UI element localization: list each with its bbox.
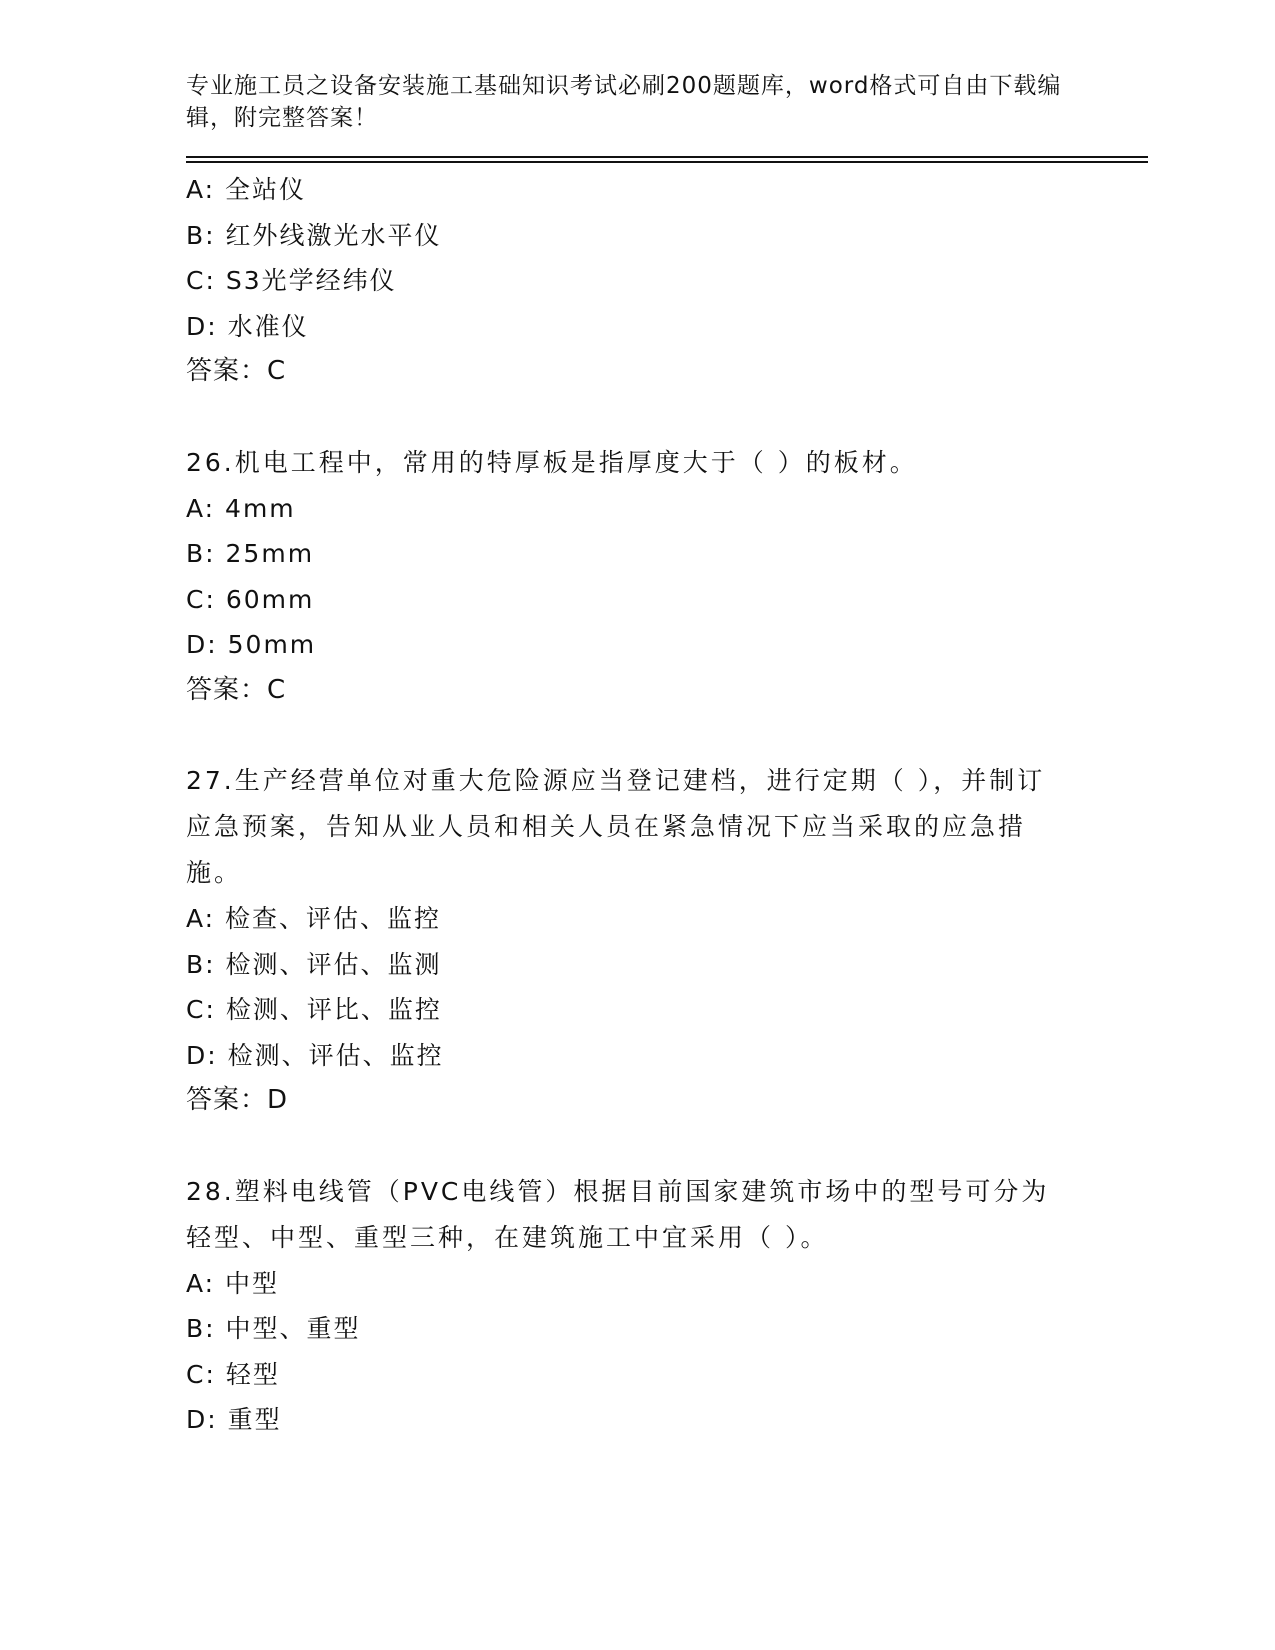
- option-c: C: 轻型: [186, 1359, 280, 1389]
- answer-line: 答案：C: [186, 356, 287, 386]
- divider-line: [186, 156, 1148, 158]
- option-d: D: 50mm: [186, 630, 317, 659]
- answer-line: 答案：C: [186, 674, 287, 705]
- option-b: B: 25mm: [186, 539, 315, 568]
- option-d: D: 重型: [186, 1405, 282, 1434]
- question-stem: 28.塑料电线管（PVC电线管）根据目前国家建筑市场中的型号可分为轻型、中型、重型三种，在建筑施工中宜采用（ ）。: [186, 1176, 1050, 1252]
- option-b: B: 中型、重型: [186, 1314, 361, 1343]
- option-c: C: 60mm: [186, 584, 315, 614]
- question-block-26: [186, 440, 1148, 714]
- document-page: [186, 70, 1148, 1443]
- option-c: C: S3光学经纬仪: [186, 266, 397, 295]
- question-block-25-continued: [186, 167, 1148, 395]
- option-c: C: 检测、评比、监控: [186, 995, 442, 1024]
- option-d: D: 水准仪: [186, 311, 309, 341]
- question-block-27: [186, 758, 1148, 1124]
- option-a: A: 检查、评估、监控: [186, 904, 442, 933]
- header-divider: [186, 156, 1148, 163]
- answer-line: 答案：D: [186, 1085, 289, 1115]
- question-block-28: [186, 1169, 1148, 1443]
- option-a: A: 全站仪: [186, 175, 307, 204]
- option-a: A: 4mm: [186, 493, 296, 523]
- document-header: 专业施工员之设备安装施工基础知识考试必刷200题题库，word格式可自由下载编辑，附完整答案！: [186, 73, 1062, 131]
- option-a: A: 中型: [186, 1268, 280, 1298]
- option-b: B: 红外线激光水平仪: [186, 220, 442, 250]
- option-b: B: 检测、评估、监测: [186, 949, 442, 979]
- option-d: D: 检测、评估、监控: [186, 1040, 444, 1070]
- question-stem: 27.生产经营单位对重大危险源应当登记建档，进行定期（ ），并制订应急预案，告知从业人员和相关人员在紧急情况下应当采取的应急措施。: [186, 766, 1046, 887]
- question-stem: 26.机电工程中，常用的特厚板是指厚度大于（ ）的板材。: [186, 447, 918, 477]
- divider-line: [186, 161, 1148, 163]
